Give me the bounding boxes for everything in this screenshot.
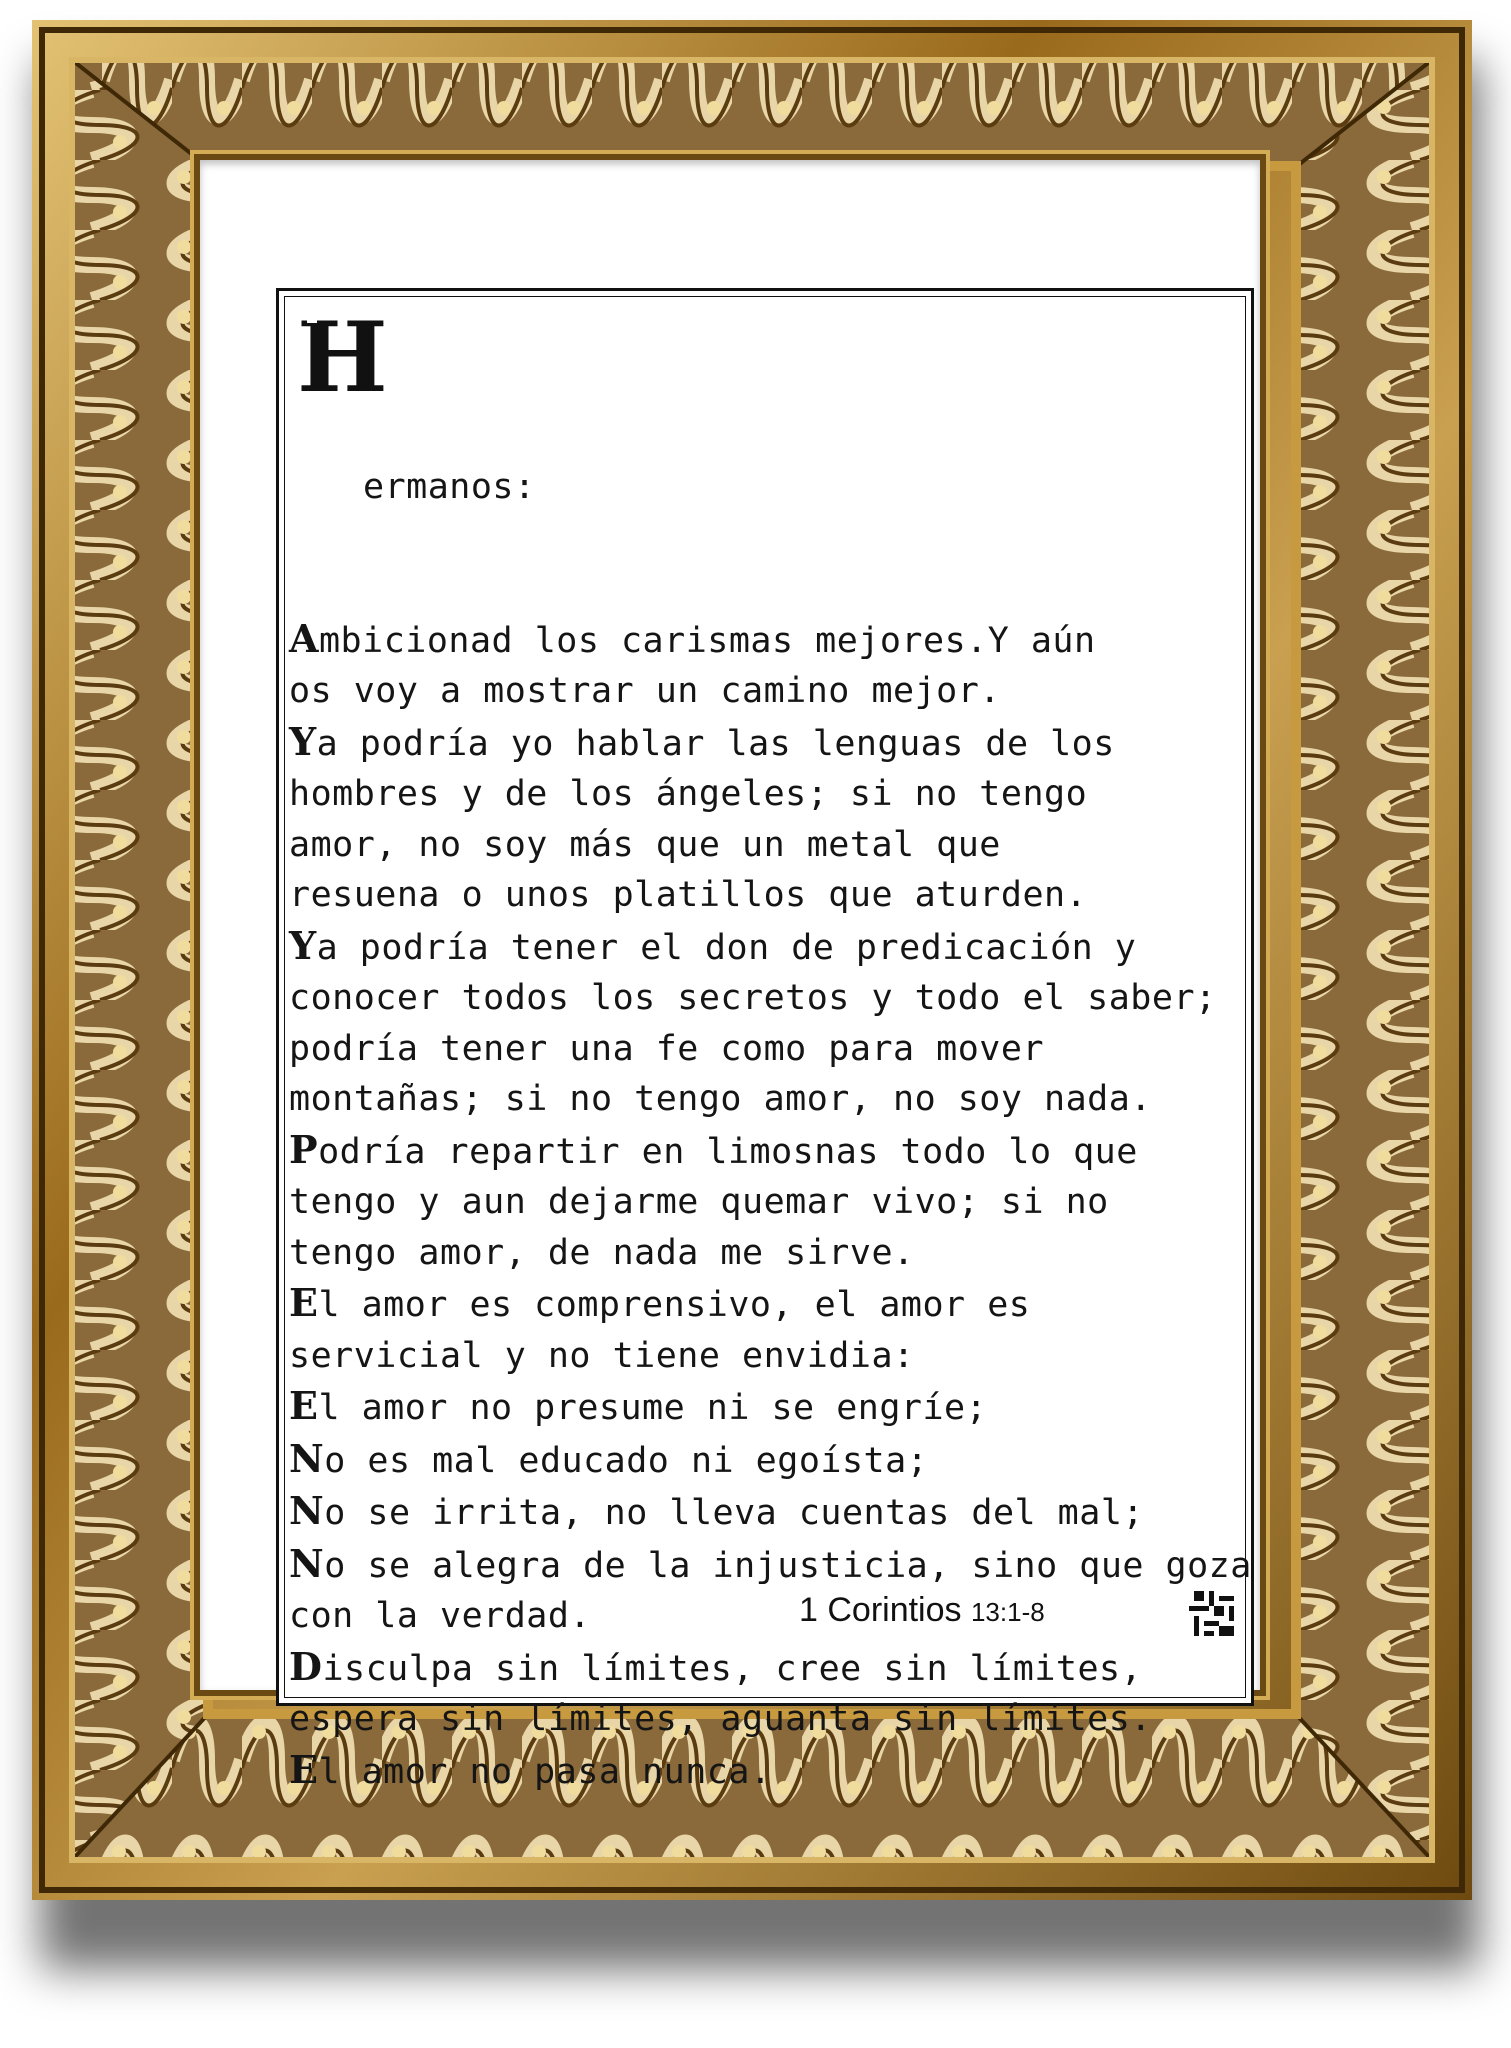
verse-line [289,614,1243,667]
line-initial: E [289,1746,319,1792]
line-text: a podría yo hablar las lenguas de los [316,723,1115,764]
line-initial: N [289,1488,325,1533]
line-text: tengo amor, de nada me sirve. [289,1232,915,1273]
verse-line [289,1074,1243,1125]
verse-line [289,1539,1252,1592]
verse-line [289,1381,1243,1434]
line-text: hombres y de los ángeles; si no tengo [289,774,1088,814]
verse-line [289,666,1243,717]
line-initial: P [289,1126,319,1172]
line-text: tengo y aun dejarme quemar vivo; si no [289,1182,1109,1222]
verse-lines [289,614,1252,1798]
line-text: l amor es comprensivo, el amor es [318,1285,1031,1325]
line-text: mbicionad los carismas mejores.Y aún [318,620,1096,661]
line-text: o se alegra de la injusticia, sino que goza [324,1545,1252,1586]
verse-line [289,1642,1243,1695]
line-text: a podría tener el don de predicación y [316,927,1137,968]
verse-text [289,361,1252,1898]
line-text: os voy a mostrar un camino mejor. [289,671,1001,711]
scripture-reference [799,1591,1045,1630]
line-initial: E [289,1383,319,1428]
cross-stitch-sampler [276,288,1254,1792]
verse-line [289,1434,1243,1487]
verse-line [289,1591,1243,1642]
verse-line [289,870,1243,921]
verse-line [289,1331,1243,1382]
verse-line [289,1024,1243,1075]
line-text: montañas; si no tengo amor, no soy nada. [289,1079,1152,1119]
greeting: ermanos: [363,467,536,507]
verse-line [289,1125,1243,1178]
line-initial: A [289,615,319,661]
line-text: conocer todos los secretos y todo el saber; [289,978,1217,1018]
verse-line [289,921,1243,974]
line-text: podría tener una fe como para mover [289,1028,1045,1069]
reference-verse: 13:1-8 [970,1597,1045,1627]
line-initial: N [289,1540,325,1586]
line-initial: Y [289,718,317,764]
cross-stitch-monogram-icon [1189,1591,1239,1641]
line-initial: N [289,1435,325,1481]
line-text: odría repartir en limosnas todo lo que [318,1131,1138,1172]
verse-line [289,1228,1243,1279]
line-text: isculpa sin límites, cree sin límites, [322,1648,1143,1689]
line-text: espera sin límites, aguanta sin límites. [289,1699,1152,1739]
line-text: resuena o unos platillos que aturden. [289,875,1088,915]
verse-line [289,1486,1243,1539]
decorated-drop-cap [291,301,388,414]
line-initial: Y [289,922,317,968]
line-text: servicial y no tiene envidia: [289,1335,915,1376]
verse-line [289,820,1243,871]
line-text: o se irrita, no lleva cuentas del mal; [324,1493,1144,1533]
verse-line [289,973,1243,1024]
verse-line [289,1278,1243,1331]
line-text: con la verdad. [289,1596,592,1636]
verse-line [289,717,1243,770]
line-initial: E [289,1280,319,1325]
line-text: l amor no presume ni se engríe; [318,1388,988,1428]
verse-line [289,769,1243,820]
verse-line [289,1694,1243,1745]
line-initial: D [289,1643,323,1689]
line-text: o es mal educado ni egoísta; [324,1440,929,1481]
verse-line [289,1177,1243,1228]
reference-book: 1 Corintios [799,1591,962,1629]
verse-line [289,1745,1243,1798]
line-text: l amor no pasa nunca. [318,1751,772,1792]
drop-cap-letter: H [297,301,388,414]
line-text: amor, no soy más que un metal que [289,824,1001,865]
